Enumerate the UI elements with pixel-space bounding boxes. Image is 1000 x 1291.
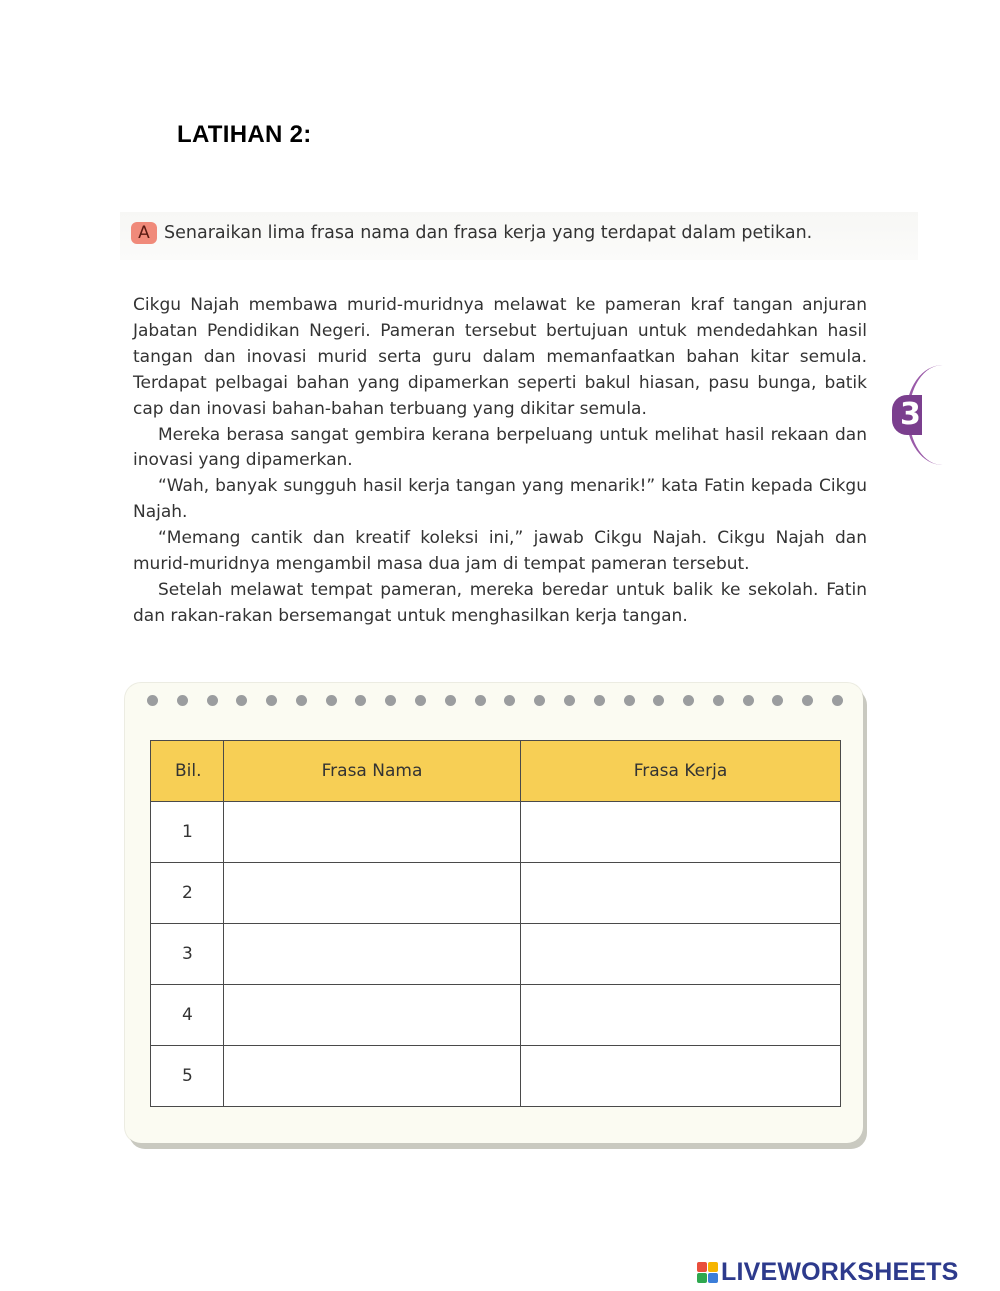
frasa-kerja-answer-cell[interactable]: [521, 924, 841, 985]
logo-square-yellow: [708, 1262, 718, 1272]
binding-hole: [475, 695, 486, 706]
binding-hole: [772, 695, 783, 706]
table-row: [151, 802, 841, 863]
liveworksheets-logo-icon: [697, 1262, 718, 1283]
frasa-nama-answer-cell[interactable]: [224, 802, 521, 863]
logo-square-blue: [708, 1273, 718, 1283]
chapter-tab: [886, 365, 922, 465]
logo-square-red: [697, 1262, 707, 1272]
answer-notepad: [125, 683, 863, 1143]
binding-hole: [266, 695, 277, 706]
row-number: 2: [151, 863, 224, 924]
binding-hole: [534, 695, 545, 706]
section-badge: A: [131, 222, 157, 244]
binding-hole: [236, 695, 247, 706]
row-number: 5: [151, 1046, 224, 1107]
binding-hole: [147, 695, 158, 706]
binding-hole: [415, 695, 426, 706]
frasa-kerja-answer-cell[interactable]: [521, 1046, 841, 1107]
frasa-nama-answer-cell[interactable]: [224, 924, 521, 985]
table-row: [151, 985, 841, 1046]
liveworksheets-logo-text: LIVEWORKSHEETS: [721, 1257, 959, 1286]
binding-hole: [653, 695, 664, 706]
passage-paragraph: Setelah melawat tempat pameran, mereka beredar untuk balik ke sekolah. Fatin dan rakan-rakan bersemangat untuk menghasilkan kerja tangan.: [133, 579, 867, 626]
binding-hole: [713, 695, 724, 706]
liveworksheets-logo[interactable]: [697, 1258, 959, 1286]
table-row: [151, 924, 841, 985]
reading-passage: [133, 293, 867, 630]
table-row: [151, 863, 841, 924]
binding-hole: [743, 695, 754, 706]
binding-hole: [802, 695, 813, 706]
frasa-nama-answer-cell[interactable]: [224, 985, 521, 1046]
chapter-number: 3: [892, 395, 922, 435]
worksheet-title: LATIHAN 2:: [177, 121, 312, 148]
frasa-kerja-answer-cell[interactable]: [521, 863, 841, 924]
column-header-frasa-nama: Frasa Nama: [224, 741, 521, 802]
binding-hole: [564, 695, 575, 706]
binding-hole: [385, 695, 396, 706]
binding-hole: [624, 695, 635, 706]
passage-paragraph: Mereka berasa sangat gembira kerana berpeluang untuk melihat hasil rekaan dan inovasi yang dipamerkan.: [133, 424, 867, 471]
instruction-text: Senaraikan lima frasa nama dan frasa kerja yang terdapat dalam petikan.: [164, 223, 813, 243]
frasa-kerja-answer-cell[interactable]: [521, 802, 841, 863]
binding-hole: [683, 695, 694, 706]
passage-paragraph: “Memang cantik dan kreatif koleksi ini,” jawab Cikgu Najah. Cikgu Najah dan murid-muridnya mengambil masa dua jam di tempat pameran tersebut.: [133, 528, 867, 575]
frasa-nama-answer-cell[interactable]: [224, 863, 521, 924]
column-header-frasa-kerja: Frasa Kerja: [521, 741, 841, 802]
row-number: 3: [151, 924, 224, 985]
binding-hole: [296, 695, 307, 706]
notepad-binding-holes: [147, 695, 843, 707]
binding-hole: [326, 695, 337, 706]
column-header-bil: Bil.: [151, 741, 224, 802]
binding-hole: [832, 695, 843, 706]
binding-hole: [445, 695, 456, 706]
row-number: 4: [151, 985, 224, 1046]
frasa-kerja-answer-cell[interactable]: [521, 985, 841, 1046]
row-number: 1: [151, 802, 224, 863]
frasa-nama-answer-cell[interactable]: [224, 1046, 521, 1107]
binding-hole: [504, 695, 515, 706]
table-header-row: [151, 741, 841, 802]
passage-paragraph: “Wah, banyak sungguh hasil kerja tangan yang menarik!” kata Fatin kepada Cikgu Najah.: [133, 476, 867, 523]
answer-table: [150, 740, 841, 1107]
binding-hole: [177, 695, 188, 706]
table-row: [151, 1046, 841, 1107]
binding-hole: [355, 695, 366, 706]
passage-paragraph: Cikgu Najah membawa murid-muridnya melawat ke pameran kraf tangan anjuran Jabatan Pendidikan Negeri. Pameran tersebut bertujuan untuk mendedahkan hasil tangan dan inovasi murid serta guru dalam memanfaatkan bahan kitar semula. Terdapat pelbagai bahan yang dipamerkan seperti bakul hiasan, pasu bunga, batik cap dan inovasi bahan-bahan terbuang yang dikitar semula.: [133, 295, 867, 419]
binding-hole: [594, 695, 605, 706]
binding-hole: [207, 695, 218, 706]
logo-square-green: [697, 1273, 707, 1283]
